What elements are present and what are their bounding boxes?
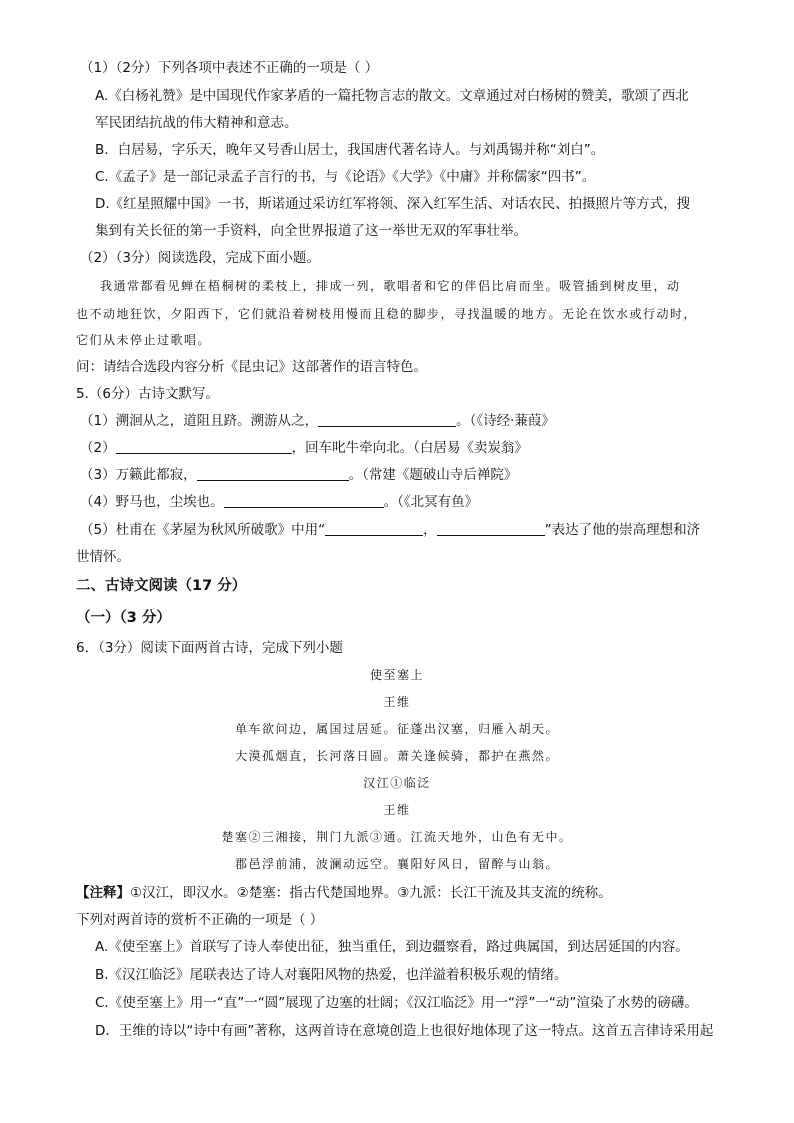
q6-option-c: C.《使至塞上》用一“直”一“圆”展现了边塞的壮阔；《汉江临泛》用一“浮”一“动”渲染了水势的磅礴。 (95, 995, 698, 1011)
answer-blank-1[interactable] (318, 412, 456, 427)
recite-line-1 (80, 411, 555, 431)
passage-line-1: 我通常都看见蝉在梧桐树的柔枝上，排成一列，歌唱者和它的伴侣比肩而坐。吸管插到树皮里，动 (100, 279, 681, 293)
recite-line-2 (80, 438, 528, 458)
q6-option-a: A.《使至塞上》首联写了诗人奉使出征，独当重任，到边疆察看，路过典属国，到达居延国的内容。 (95, 939, 689, 955)
recite-4-suffix: 。（《北冥有鱼》 (383, 494, 479, 510)
poem-1-author: 王维 (383, 695, 411, 709)
recite-line-3 (80, 465, 517, 485)
answer-blank-5a[interactable] (325, 521, 423, 536)
notes (76, 883, 612, 903)
recite-4-prefix: （4）野马也，尘埃也。 (80, 494, 224, 510)
answer-blank-2[interactable] (116, 439, 292, 454)
question-5-stem: 5.（6分）古诗文默写。 (76, 386, 219, 402)
recite-2-prefix: （2） (80, 440, 116, 456)
recite-1-suffix: 。（《诗经·蒹葭》 (456, 413, 555, 429)
recite-5-prefix: （5）杜甫在《茅屋为秋风所破歌》中用“ (80, 522, 326, 538)
section-2-subtitle: （一）（3 分） (76, 610, 171, 626)
passage-line-3: 它们从未停止过歌唱。 (76, 333, 212, 347)
recite-5-suffix: ”表达了他的崇高理想和济 (544, 522, 701, 538)
question-6-prompt: 下列对两首诗的赏析不正确的一项是（ ） (76, 912, 324, 928)
option-d-line-1: D.《红星照耀中国》一书，斯诺通过采访红军将领、深入红军生活、对话农民、拍摄照片等方式，搜 (95, 196, 691, 212)
poem-2-title: 汉江①临泛 (363, 776, 431, 790)
recite-line-5-continued: 世情怀。 (76, 549, 130, 565)
answer-blank-5b[interactable] (437, 521, 545, 536)
recite-1-prefix: （1）溯洄从之，道阻且跻。溯游从之， (80, 413, 319, 429)
q6-option-d: D．王维的诗以“诗中有画”著称，这两首诗在意境创造上也很好地体现了这一特点。这首五言律诗采用起 (95, 1023, 714, 1039)
recite-5-comma: ， (423, 522, 437, 538)
question-4-2-prompt: 问：请结合选段内容分析《昆虫记》这部著作的语言特色。 (76, 359, 427, 375)
recite-2-suffix: ，回车叱牛牵向北。（白居易《卖炭翁》 (291, 440, 528, 456)
poem-1-line-1: 单车欲问边，属国过居延。征蓬出汉塞，归雁入胡天。 (234, 722, 559, 736)
question-6-stem: 6．（3分）阅读下面两首古诗，完成下列小题 (76, 640, 343, 656)
poem-1-title: 使至塞上 (369, 668, 424, 682)
question-4-2-stem: （2）（3分）阅读选段，完成下面小题。 (80, 250, 320, 266)
option-a-line-1: A.《白杨礼赞》是中国现代作家茅盾的一篇托物言志的散文。文章通过对白杨树的赞美，歌颂了西北 (95, 88, 689, 104)
recite-3-suffix: 。（常建《题破山寺后禅院》 (348, 467, 518, 483)
option-c: C.《孟子》是一部记录孟子言行的书，与《论语》《大学》《中庸》并称儒家“四书”。 (95, 169, 596, 185)
poem-1-line-2: 大漠孤烟直，长河落日圆。萧关逢候骑，都护在燕然。 (234, 749, 559, 763)
poem-2-line-2: 郡邑浮前浦，波澜动远空。襄阳好风日，留醉与山翁。 (234, 857, 559, 871)
answer-blank-3[interactable] (197, 466, 349, 481)
q6-option-b: B.《汉江临泛》尾联表达了诗人对襄阳风物的热爱，也洋溢着积极乐观的情绪。 (95, 967, 568, 983)
notes-text: ①汉江，即汉水。②楚塞：指古代楚国地界。③九派：长江干流及其支流的统称。 (130, 885, 612, 901)
recite-3-prefix: （3）万籁此都寂， (80, 467, 197, 483)
section-2-title: 二、古诗文阅读（17 分） (76, 578, 247, 594)
poem-2-author: 王维 (383, 803, 411, 817)
answer-blank-4[interactable] (224, 493, 384, 508)
recite-line-4 (80, 492, 478, 512)
question-4-1-stem: （1）（2分）下列各项中表述不正确的一项是（ ） (80, 60, 379, 76)
passage-line-2: 也不动地狂饮，夕阳西下，它们就沿着树枝用慢而且稳的脚步，寻找温暖的地方。无论在饮水或行动时， (76, 307, 698, 321)
option-a-line-2: 军民团结抗战的伟大精神和意志。 (95, 115, 298, 131)
notes-label: 【注释】 (76, 885, 130, 901)
option-b: B．白居易，字乐天，晚年又号香山居士，我国唐代著名诗人。与刘禹锡并称“刘白”。 (95, 142, 605, 158)
option-d-line-2: 集到有关长征的第一手资料，向全世界报道了这一举世无双的军事壮举。 (95, 223, 527, 239)
recite-line-5 (80, 520, 700, 540)
poem-2-line-1: 楚塞②三湘接，荆门九派③通。江流天地外，山色有无中。 (221, 830, 573, 844)
